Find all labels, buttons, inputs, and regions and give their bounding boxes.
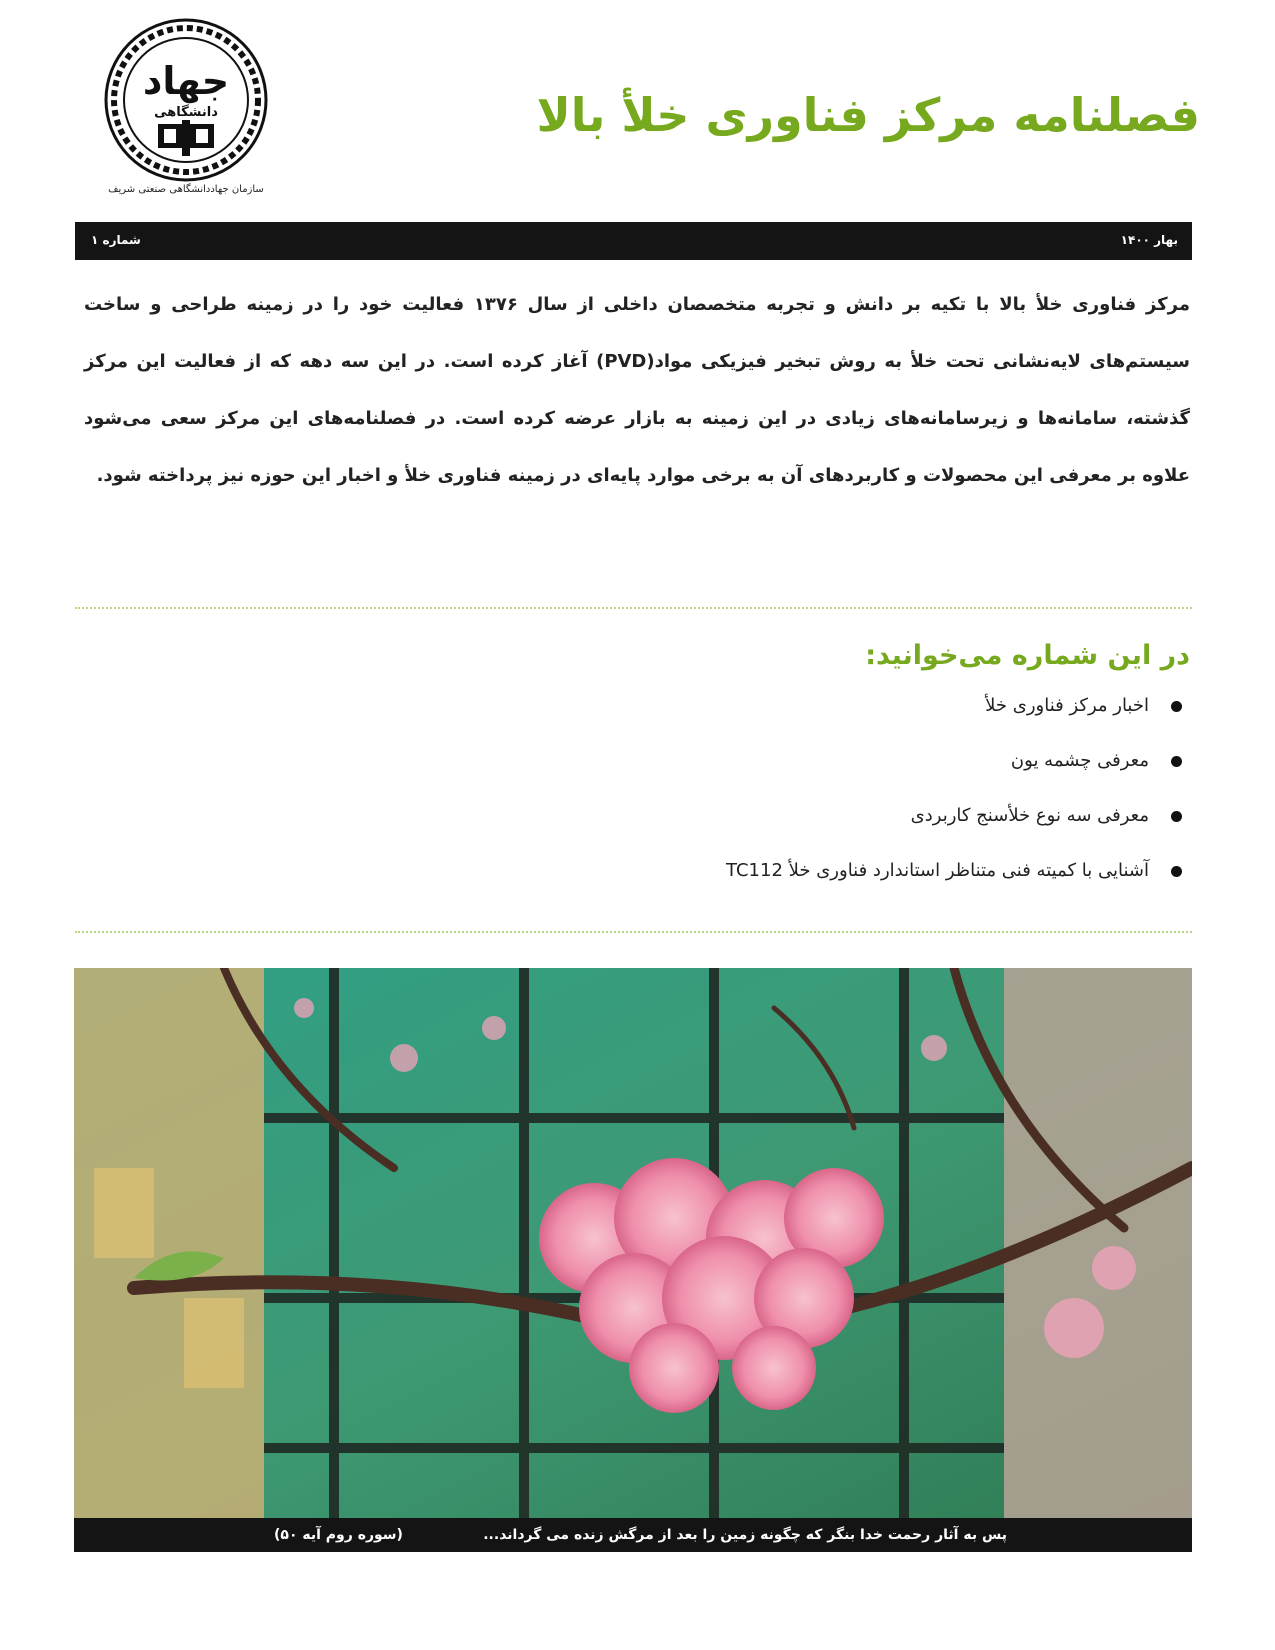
toc-item xyxy=(482,856,1182,911)
toc-list xyxy=(482,691,1182,911)
photo-caption-bar xyxy=(74,1518,1192,1552)
bullet-icon xyxy=(1171,866,1182,877)
bullet-icon xyxy=(1171,756,1182,767)
toc-item-label: اخبار مرکز فناوری خلأ xyxy=(985,695,1149,716)
intro-paragraph: مرکز فناوری خلأ بالا با تکیه بر دانش و تجربه متخصصان داخلی از سال ۱۳۷۶ فعالیت خود را در زمینه طراحی و ساخت سیستم‌های لایه‌نشانی تحت خلأ به روش تبخیر فیزیکی مواد(PVD) آغاز کرده است. در این سه دهه که از فعالیت این مرکز گذشته، سامانه‌ها و زیرسامانه‌های زیادی در این زمینه به بازار عرضه کرده است. در فصلنامه‌های این مرکز سعی می‌شود علاوه بر معرفی این محصولات و کاربردهای آن به برخی موارد پایه‌ای در زمینه فناوری خلأ و اخبار این حوزه نیز پرداخته شود. xyxy=(84,294,1190,486)
caption-verse: پس به آثار رحمت خدا بنگر که چگونه زمین را بعد از مرگش زنده می گرداند... xyxy=(483,1527,1007,1543)
toc-item-label: معرفی چشمه یون xyxy=(1010,750,1149,771)
toc-item xyxy=(482,691,1182,746)
issue-bar xyxy=(75,222,1192,260)
logo-caption: سازمان جهاددانشگاهی صنعتی شریف xyxy=(108,184,264,195)
section-divider xyxy=(75,607,1192,609)
caption-reference: (سوره روم آیه ۵۰) xyxy=(274,1527,403,1543)
toc-item-label: آشنایی با کمیته فنی متناظر استاندارد فناوری خلأ TC112 xyxy=(726,860,1149,881)
toc-item xyxy=(482,746,1182,801)
bullet-icon xyxy=(1171,811,1182,822)
section-divider xyxy=(75,931,1192,933)
organization-logo xyxy=(82,16,290,204)
bullet-icon xyxy=(1171,701,1182,712)
jahad-emblem xyxy=(82,16,290,184)
logo-subtitle: دانشگاهی xyxy=(154,105,218,120)
issue-number: شماره ۱ xyxy=(91,233,141,247)
toc-item xyxy=(482,801,1182,856)
issue-season: بهار ۱۴۰۰ xyxy=(1120,233,1178,247)
newsletter-title: فصلنامه مرکز فناوری خلأ بالا xyxy=(536,88,1200,142)
cherry-blossom-photo xyxy=(74,968,1192,1518)
toc-item-label: معرفی سه نوع خلأسنج کاربردی xyxy=(910,805,1149,826)
toc-heading: در این شماره می‌خوانید: xyxy=(865,640,1190,671)
logo-wordmark: جهاد xyxy=(142,59,230,103)
